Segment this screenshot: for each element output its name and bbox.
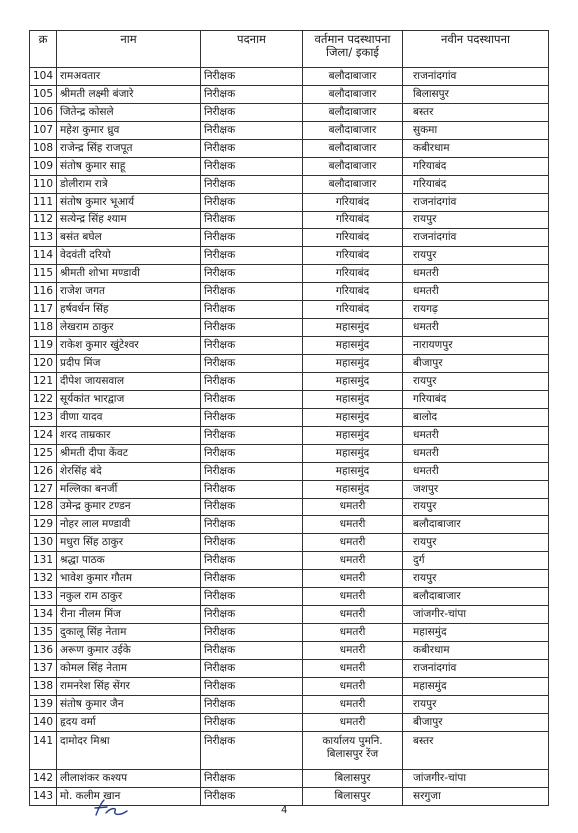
cell-new-posting: बीजापुर bbox=[403, 713, 549, 731]
cell-post: निरीक्षक bbox=[201, 211, 303, 229]
table-row bbox=[30, 211, 549, 229]
cell-serial: 120 bbox=[30, 355, 57, 373]
cell-serial: 116 bbox=[30, 283, 57, 301]
cell-serial: 112 bbox=[30, 211, 57, 229]
header-current-line2: जिला/ इकाई bbox=[326, 45, 379, 59]
cell-serial: 136 bbox=[30, 642, 57, 660]
cell-new-posting: रायपुर bbox=[403, 498, 549, 516]
cell-serial: 106 bbox=[30, 103, 57, 121]
cell-name: वेदवंती दरियो bbox=[57, 247, 201, 265]
cell-post: निरीक्षक bbox=[201, 642, 303, 660]
cell-serial: 118 bbox=[30, 319, 57, 337]
cell-post: निरीक्षक bbox=[201, 695, 303, 713]
cell-post: निरीक्षक bbox=[201, 606, 303, 624]
cell-new-posting: धमतरी bbox=[403, 319, 549, 337]
cell-current-posting: धमतरी bbox=[303, 659, 403, 677]
table-row bbox=[30, 283, 549, 301]
cell-serial: 111 bbox=[30, 193, 57, 211]
transfer-table bbox=[29, 30, 549, 806]
cell-name: श्रीमती दीपा केंवट bbox=[57, 444, 201, 462]
cell-post: निरीक्षक bbox=[201, 677, 303, 695]
cell-new-posting: राजनांदगांव bbox=[403, 68, 549, 86]
cell-post: निरीक्षक bbox=[201, 426, 303, 444]
cell-new-posting: सरगुजा bbox=[403, 787, 549, 805]
cell-name: दीपेश जायसवाल bbox=[57, 372, 201, 390]
cell-name: राकेश कुमार खुंटेश्वर bbox=[57, 337, 201, 355]
cell-new-posting: महासमुंद bbox=[403, 677, 549, 695]
cell-current-posting: धमतरी bbox=[303, 695, 403, 713]
table-row bbox=[30, 731, 549, 769]
cell-serial: 125 bbox=[30, 444, 57, 462]
cell-new-posting: बस्तर bbox=[403, 103, 549, 121]
table-row bbox=[30, 390, 549, 408]
cell-post: निरीक्षक bbox=[201, 570, 303, 588]
cell-name: सूर्यकांत भारद्वाज bbox=[57, 390, 201, 408]
cell-post: निरीक्षक bbox=[201, 624, 303, 642]
cell-serial: 123 bbox=[30, 408, 57, 426]
cell-new-posting: रायपुर bbox=[403, 570, 549, 588]
cell-serial: 122 bbox=[30, 390, 57, 408]
cell-serial: 140 bbox=[30, 713, 57, 731]
cell-name: शरद ताम्रकार bbox=[57, 426, 201, 444]
cell-serial: 138 bbox=[30, 677, 57, 695]
cell-post: निरीक्षक bbox=[201, 337, 303, 355]
cell-name: लेखराम ठाकुर bbox=[57, 319, 201, 337]
table-row bbox=[30, 462, 549, 480]
cell-serial: 108 bbox=[30, 139, 57, 157]
cell-serial: 141 bbox=[30, 731, 57, 769]
cell-post: निरीक्षक bbox=[201, 229, 303, 247]
cell-new-posting: रायगढ़ bbox=[403, 301, 549, 319]
cell-new-posting: बलौदाबाजार bbox=[403, 516, 549, 534]
cell-serial: 134 bbox=[30, 606, 57, 624]
cell-serial: 129 bbox=[30, 516, 57, 534]
table-row bbox=[30, 642, 549, 660]
cell-name: उमेन्द्र कुमार टण्डन bbox=[57, 498, 201, 516]
cell-current-posting: बिलासपुर bbox=[303, 787, 403, 805]
cell-name: संतोष कुमार साहू bbox=[57, 157, 201, 175]
cell-serial: 127 bbox=[30, 480, 57, 498]
table-row bbox=[30, 193, 549, 211]
cell-current-posting: गरियाबंद bbox=[303, 283, 403, 301]
table-row bbox=[30, 444, 549, 462]
cell-current-posting: बलौदाबाजार bbox=[303, 68, 403, 86]
cell-serial: 117 bbox=[30, 301, 57, 319]
cell-post: निरीक्षक bbox=[201, 121, 303, 139]
cell-serial: 131 bbox=[30, 552, 57, 570]
cell-current-posting: महासमुंद bbox=[303, 337, 403, 355]
cell-serial: 107 bbox=[30, 121, 57, 139]
table-row bbox=[30, 769, 549, 787]
cell-serial: 110 bbox=[30, 175, 57, 193]
cell-current-posting: महासमुंद bbox=[303, 390, 403, 408]
cell-new-posting: राजनांदगांव bbox=[403, 229, 549, 247]
cell-current-posting: धमतरी bbox=[303, 552, 403, 570]
cell-post: निरीक्षक bbox=[201, 659, 303, 677]
cell-name: रामनरेश सिंह सेंगर bbox=[57, 677, 201, 695]
cell-serial: 114 bbox=[30, 247, 57, 265]
cell-name: नोहर लाल मण्डावी bbox=[57, 516, 201, 534]
cell-post: निरीक्षक bbox=[201, 85, 303, 103]
cell-name: मल्लिका बनर्जी bbox=[57, 480, 201, 498]
cell-serial: 104 bbox=[30, 68, 57, 86]
cell-post: निरीक्षक bbox=[201, 139, 303, 157]
cell-post: निरीक्षक bbox=[201, 175, 303, 193]
cell-serial: 139 bbox=[30, 695, 57, 713]
table-row bbox=[30, 408, 549, 426]
cell-new-posting: रायपुर bbox=[403, 211, 549, 229]
cell-serial: 130 bbox=[30, 534, 57, 552]
table-row bbox=[30, 606, 549, 624]
cell-post: निरीक्षक bbox=[201, 301, 303, 319]
cell-name: कोमल सिंह नेताम bbox=[57, 659, 201, 677]
cell-serial: 124 bbox=[30, 426, 57, 444]
cell-name: राजेन्द्र सिंह राजपूत bbox=[57, 139, 201, 157]
cell-name: नकुल राम ठाकुर bbox=[57, 588, 201, 606]
cell-name: रीना नीलम मिंज bbox=[57, 606, 201, 624]
cell-current-posting: धमतरी bbox=[303, 642, 403, 660]
table-row bbox=[30, 85, 549, 103]
cell-name: दामोदर मिश्रा bbox=[57, 731, 201, 769]
cell-current-posting: बलौदाबाजार bbox=[303, 157, 403, 175]
cell-serial: 119 bbox=[30, 337, 57, 355]
cell-current-posting: धमतरी bbox=[303, 677, 403, 695]
cell-serial: 137 bbox=[30, 659, 57, 677]
table-row bbox=[30, 624, 549, 642]
cell-post: निरीक्षक bbox=[201, 787, 303, 805]
cell-post: निरीक्षक bbox=[201, 462, 303, 480]
cell-post: निरीक्षक bbox=[201, 534, 303, 552]
cell-new-posting: जांजगीर-चांपा bbox=[403, 769, 549, 787]
cell-current-posting: गरियाबंद bbox=[303, 193, 403, 211]
cell-serial: 132 bbox=[30, 570, 57, 588]
cell-post: निरीक्षक bbox=[201, 247, 303, 265]
cell-name: अरूण कुमार उईके bbox=[57, 642, 201, 660]
cell-post: निरीक्षक bbox=[201, 283, 303, 301]
cell-new-posting: सुकमा bbox=[403, 121, 549, 139]
table-row bbox=[30, 570, 549, 588]
cell-current-posting: महासमुंद bbox=[303, 408, 403, 426]
cell-new-posting: बालोद bbox=[403, 408, 549, 426]
cell-serial: 109 bbox=[30, 157, 57, 175]
cell-current-posting: बलौदाबाजार bbox=[303, 121, 403, 139]
cell-name: प्रदीप मिंज bbox=[57, 355, 201, 373]
table-row bbox=[30, 480, 549, 498]
cell-current-posting: गरियाबंद bbox=[303, 229, 403, 247]
cell-post: निरीक्षक bbox=[201, 498, 303, 516]
cell-new-posting: धमतरी bbox=[403, 283, 549, 301]
cell-post: निरीक्षक bbox=[201, 731, 303, 769]
table-row bbox=[30, 175, 549, 193]
header-new-posting: नवीन पदस्थापना bbox=[403, 31, 549, 68]
table-row bbox=[30, 426, 549, 444]
table-header-row bbox=[30, 31, 549, 68]
cell-name: दुकालू सिंह नेताम bbox=[57, 624, 201, 642]
cell-current-posting: गरियाबंद bbox=[303, 301, 403, 319]
cell-current-posting: बलौदाबाजार bbox=[303, 85, 403, 103]
cell-post: निरीक्षक bbox=[201, 713, 303, 731]
table-row bbox=[30, 677, 549, 695]
cell-new-posting: रायपुर bbox=[403, 534, 549, 552]
cell-current-posting: महासमुंद bbox=[303, 426, 403, 444]
cell-current-posting: कार्यालय पुमनि. बिलासपुर रेंज bbox=[303, 731, 403, 769]
table-row bbox=[30, 103, 549, 121]
table-row bbox=[30, 229, 549, 247]
cell-serial: 128 bbox=[30, 498, 57, 516]
cell-new-posting: दुर्ग bbox=[403, 552, 549, 570]
cell-post: निरीक्षक bbox=[201, 103, 303, 121]
table-row bbox=[30, 68, 549, 86]
cell-name: हृदय वर्मा bbox=[57, 713, 201, 731]
header-current-posting bbox=[303, 31, 403, 68]
cell-new-posting: नारायणपुर bbox=[403, 337, 549, 355]
cell-current-posting: धमतरी bbox=[303, 624, 403, 642]
cell-post: निरीक्षक bbox=[201, 193, 303, 211]
cell-name: श्रद्धा पाठक bbox=[57, 552, 201, 570]
table-row bbox=[30, 695, 549, 713]
cell-serial: 142 bbox=[30, 769, 57, 787]
cell-name: वीणा यादव bbox=[57, 408, 201, 426]
cell-current-posting: बिलासपुर bbox=[303, 769, 403, 787]
cell-post: निरीक्षक bbox=[201, 157, 303, 175]
cell-name: श्रीमती लक्ष्मी बंजारे bbox=[57, 85, 201, 103]
table-row bbox=[30, 713, 549, 731]
cell-current-posting: धमतरी bbox=[303, 713, 403, 731]
page-number: 4 bbox=[281, 805, 288, 816]
cell-new-posting: जशपुर bbox=[403, 480, 549, 498]
table-row bbox=[30, 157, 549, 175]
cell-post: निरीक्षक bbox=[201, 372, 303, 390]
cell-post: निरीक्षक bbox=[201, 588, 303, 606]
cell-new-posting: धमतरी bbox=[403, 462, 549, 480]
header-name: नाम bbox=[57, 31, 201, 68]
cell-name: महेश कुमार ध्रुव bbox=[57, 121, 201, 139]
cell-current-posting: बलौदाबाजार bbox=[303, 175, 403, 193]
header-current-line1: वर्तमान पदस्थापना bbox=[314, 32, 391, 46]
cell-name: रामअवतार bbox=[57, 68, 201, 86]
cell-new-posting: बस्तर bbox=[403, 731, 549, 769]
cell-post: निरीक्षक bbox=[201, 355, 303, 373]
table-row bbox=[30, 498, 549, 516]
cell-post: निरीक्षक bbox=[201, 516, 303, 534]
table-row bbox=[30, 534, 549, 552]
cell-new-posting: गरियाबंद bbox=[403, 175, 549, 193]
table-row bbox=[30, 588, 549, 606]
cell-serial: 133 bbox=[30, 588, 57, 606]
cell-name: मो. कलीम खान bbox=[57, 787, 201, 805]
cell-serial: 115 bbox=[30, 265, 57, 283]
cell-current-posting: गरियाबंद bbox=[303, 247, 403, 265]
table-row bbox=[30, 337, 549, 355]
cell-new-posting: रायपुर bbox=[403, 247, 549, 265]
cell-new-posting: रायपुर bbox=[403, 372, 549, 390]
table-row bbox=[30, 659, 549, 677]
cell-new-posting: राजनांदगांव bbox=[403, 193, 549, 211]
cell-post: निरीक्षक bbox=[201, 444, 303, 462]
cell-serial: 105 bbox=[30, 85, 57, 103]
cell-name: सत्येन्द्र सिंह श्याम bbox=[57, 211, 201, 229]
cell-serial: 135 bbox=[30, 624, 57, 642]
cell-current-posting: बलौदाबाजार bbox=[303, 103, 403, 121]
cell-new-posting: रायपुर bbox=[403, 695, 549, 713]
cell-name: शेरसिंह बंदे bbox=[57, 462, 201, 480]
cell-current-posting: धमतरी bbox=[303, 588, 403, 606]
table-row bbox=[30, 121, 549, 139]
cell-serial: 121 bbox=[30, 372, 57, 390]
table-row bbox=[30, 355, 549, 373]
cell-serial: 126 bbox=[30, 462, 57, 480]
cell-new-posting: महासमुंद bbox=[403, 624, 549, 642]
table-row bbox=[30, 516, 549, 534]
cell-current-posting: बलौदाबाजार bbox=[303, 139, 403, 157]
cell-new-posting: बिलासपुर bbox=[403, 85, 549, 103]
cell-current-posting: धमतरी bbox=[303, 606, 403, 624]
cell-name: राजेश जगत bbox=[57, 283, 201, 301]
cell-current-posting: महासमुंद bbox=[303, 444, 403, 462]
cell-name: लीलाशंकर कश्यप bbox=[57, 769, 201, 787]
table-row bbox=[30, 139, 549, 157]
table-row bbox=[30, 372, 549, 390]
cell-post: निरीक्षक bbox=[201, 408, 303, 426]
cell-current-posting: धमतरी bbox=[303, 498, 403, 516]
table-row bbox=[30, 552, 549, 570]
cell-current-posting: धमतरी bbox=[303, 534, 403, 552]
cell-name: संतोष कुमार भूआर्य bbox=[57, 193, 201, 211]
cell-new-posting: कबीरधाम bbox=[403, 642, 549, 660]
table-row bbox=[30, 301, 549, 319]
cell-current-posting: महासमुंद bbox=[303, 319, 403, 337]
header-sn: क्र bbox=[30, 31, 57, 68]
cell-serial: 143 bbox=[30, 787, 57, 805]
cell-new-posting: जांजगीर-चांपा bbox=[403, 606, 549, 624]
cell-name: मधुरा सिंह ठाकुर bbox=[57, 534, 201, 552]
cell-post: निरीक्षक bbox=[201, 390, 303, 408]
cell-post: निरीक्षक bbox=[201, 552, 303, 570]
cell-current-posting: गरियाबंद bbox=[303, 211, 403, 229]
table-row bbox=[30, 265, 549, 283]
cell-name: डोलीराम रात्रे bbox=[57, 175, 201, 193]
cell-name: जितेन्द्र कोसले bbox=[57, 103, 201, 121]
cell-current-posting: महासमुंद bbox=[303, 462, 403, 480]
cell-current-posting: महासमुंद bbox=[303, 480, 403, 498]
cell-current-posting: महासमुंद bbox=[303, 372, 403, 390]
cell-name: भावेश कुमार गौतम bbox=[57, 570, 201, 588]
header-post: पदनाम bbox=[201, 31, 303, 68]
cell-post: निरीक्षक bbox=[201, 265, 303, 283]
cell-post: निरीक्षक bbox=[201, 68, 303, 86]
table-row bbox=[30, 247, 549, 265]
cell-new-posting: कबीरधाम bbox=[403, 139, 549, 157]
cell-post: निरीक्षक bbox=[201, 769, 303, 787]
cell-new-posting: धमतरी bbox=[403, 265, 549, 283]
cell-new-posting: गरियाबंद bbox=[403, 157, 549, 175]
cell-name: श्रीमती शोभा मण्डावी bbox=[57, 265, 201, 283]
handwritten-initials bbox=[93, 797, 133, 819]
cell-name: हर्षवर्धन सिंह bbox=[57, 301, 201, 319]
cell-new-posting: धमतरी bbox=[403, 444, 549, 462]
cell-new-posting: धमतरी bbox=[403, 426, 549, 444]
cell-post: निरीक्षक bbox=[201, 480, 303, 498]
table-body bbox=[30, 68, 549, 806]
cell-name: संतोष कुमार जैन bbox=[57, 695, 201, 713]
cell-current-posting: महासमुंद bbox=[303, 355, 403, 373]
cell-post: निरीक्षक bbox=[201, 319, 303, 337]
cell-name: बसंत बघेल bbox=[57, 229, 201, 247]
cell-current-posting: धमतरी bbox=[303, 570, 403, 588]
cell-new-posting: राजनांदगांव bbox=[403, 659, 549, 677]
cell-current-posting: गरियाबंद bbox=[303, 265, 403, 283]
cell-new-posting: बलौदाबाजार bbox=[403, 588, 549, 606]
cell-new-posting: बीजापुर bbox=[403, 355, 549, 373]
cell-current-posting: धमतरी bbox=[303, 516, 403, 534]
table-row bbox=[30, 319, 549, 337]
cell-serial: 113 bbox=[30, 229, 57, 247]
cell-new-posting: गरियाबंद bbox=[403, 390, 549, 408]
